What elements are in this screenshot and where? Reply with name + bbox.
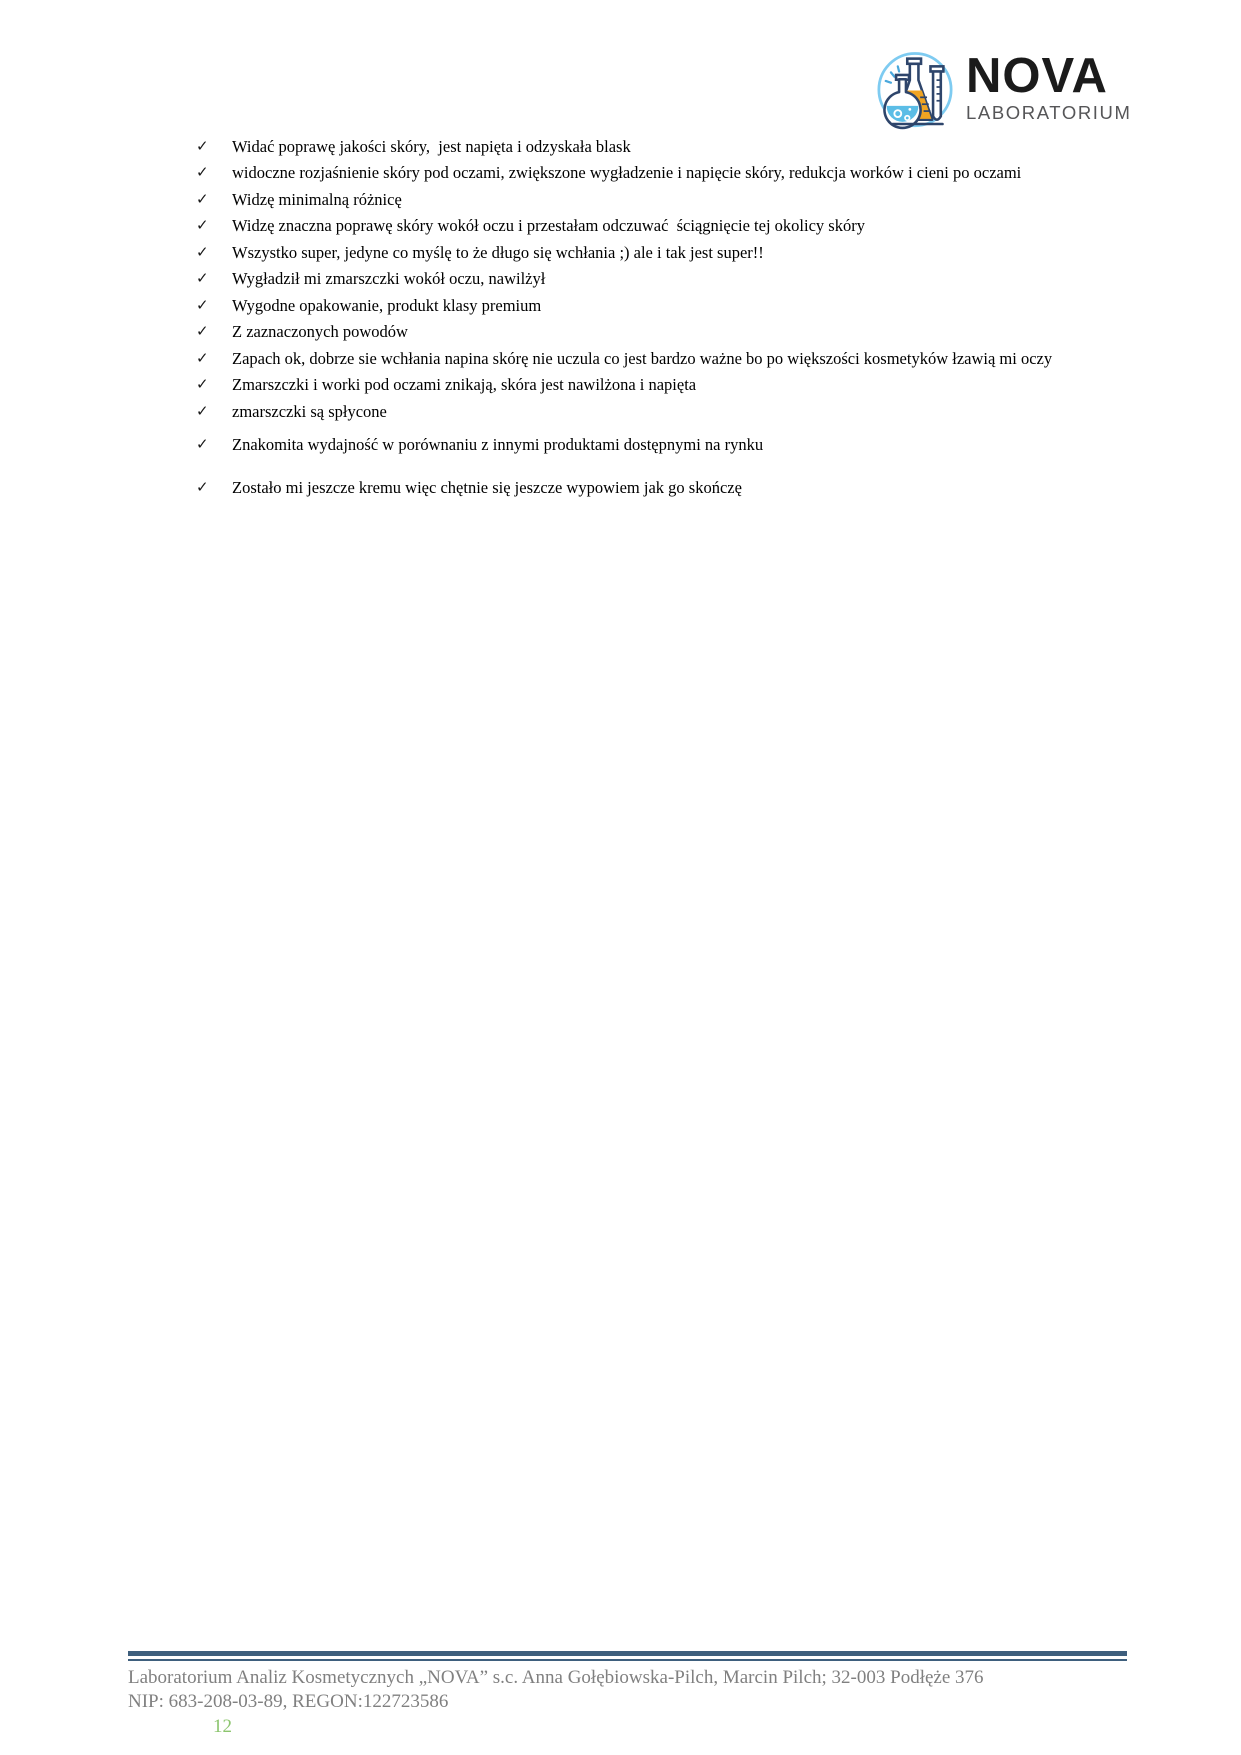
checklist-item-text: Zapach ok, dobrze sie wchłania napina skórę nie uczula co jest bardzo ważne bo po większości kosmetyków łzawią mi oczy xyxy=(232,348,1053,368)
checkmark-icon: ✓ xyxy=(196,434,209,453)
checkmark-icon: ✓ xyxy=(196,242,209,261)
checkmark-icon: ✓ xyxy=(196,216,209,235)
checklist-item xyxy=(196,376,1186,395)
checklist-item-text: Wygładził mi zmarszczki wokół oczu, nawilżył xyxy=(232,269,546,289)
checkmark-icon: ✓ xyxy=(196,189,209,208)
checklist-item xyxy=(196,164,1186,183)
logo-subtitle: LABORATORIUM xyxy=(966,101,1132,123)
page-footer xyxy=(128,1651,1127,1739)
lab-flasks-icon xyxy=(872,44,958,130)
checklist-item-text: Znakomita wydajność w porównaniu z innymi produktami dostępnymi na rynku xyxy=(232,434,764,454)
checklist-item-text: Widzę znaczna poprawę skóry wokół oczu i przestałam odczuwać ściągnięcie tej okolicy skóry xyxy=(232,216,865,236)
checkmark-icon: ✓ xyxy=(196,322,209,341)
checkmark-icon: ✓ xyxy=(196,477,209,496)
checklist-item-text: widoczne rozjaśnienie skóry pod oczami, zwiększone wygładzenie i napięcie skóry, redukcja worków i cieni po oczami xyxy=(232,163,1022,183)
footer-rule-thin xyxy=(128,1659,1127,1661)
checklist-item xyxy=(196,479,1186,498)
checklist-item xyxy=(196,403,1186,422)
checklist-item-text: Wygodne opakowanie, produkt klasy premium xyxy=(232,295,542,315)
review-checklist xyxy=(196,138,1186,505)
checklist-item xyxy=(196,436,1186,455)
checkmark-icon: ✓ xyxy=(196,269,209,288)
checklist-item-text: Z zaznaczonych powodów xyxy=(232,322,408,342)
checklist-item xyxy=(196,138,1186,157)
checklist-item-text: zmarszczki są spłycone xyxy=(232,401,387,421)
footer-line2: NIP: 683-208-03-89, REGON:122723586 xyxy=(128,1691,449,1713)
logo-text xyxy=(966,48,1132,123)
checklist-item xyxy=(196,217,1186,236)
checklist-item-text: Zostało mi jeszcze kremu więc chętnie się jeszcze wypowiem jak go skończę xyxy=(232,477,742,497)
checklist-item xyxy=(196,191,1186,210)
checkmark-icon: ✓ xyxy=(196,348,209,367)
checklist-item xyxy=(196,270,1186,289)
checkmark-icon: ✓ xyxy=(196,295,209,314)
page-number: 12 xyxy=(213,1715,232,1737)
checklist-item-text: Zmarszczki i worki pod oczami znikają, skóra jest nawilżona i napięta xyxy=(232,375,697,395)
checklist-item-text: Widać poprawę jakości skóry, jest napięta i odzyskała blask xyxy=(232,137,631,156)
checkmark-icon: ✓ xyxy=(196,375,209,394)
checklist-item-text: Wszystko super, jedyne co myślę to że długo się wchłania ;) ale i tak jest super!! xyxy=(232,242,764,262)
checklist-item xyxy=(196,244,1186,263)
checklist-item xyxy=(196,350,1186,369)
logo-name: NOVA xyxy=(966,48,1108,103)
checklist-item xyxy=(196,297,1186,316)
checklist-item-text: Widzę minimalną różnicę xyxy=(232,189,402,209)
nova-laboratorium-logo xyxy=(872,44,1132,130)
footer-line1: Laboratorium Analiz Kosmetycznych „NOVA” s.c. Anna Gołębiowska-Pilch, Marcin Pilch; 32-003 Podłęże 376 xyxy=(128,1667,984,1688)
checklist-item xyxy=(196,323,1186,342)
checkmark-icon: ✓ xyxy=(196,401,209,420)
checkmark-icon: ✓ xyxy=(196,137,209,155)
checkmark-icon: ✓ xyxy=(196,163,209,182)
